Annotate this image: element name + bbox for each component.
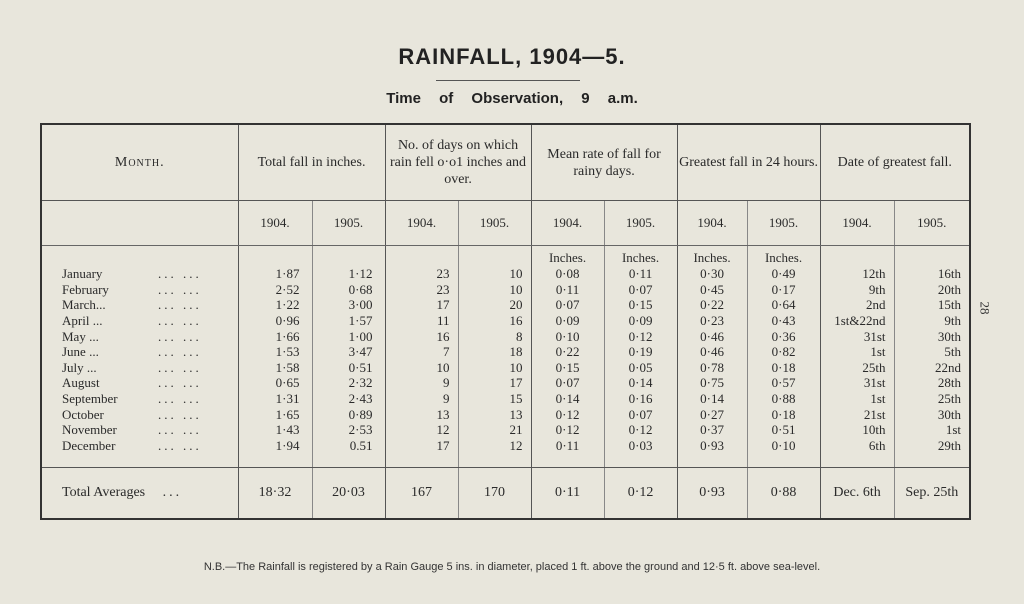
unit-label: Inches. <box>747 246 820 267</box>
table-cell: 17 <box>458 375 531 391</box>
table-cell: 28th <box>937 375 962 391</box>
table-row <box>41 266 970 282</box>
table-cell: 2·53 <box>312 422 385 438</box>
table-cell: 0·96 <box>238 313 312 329</box>
month-cell: June ... ... ... <box>41 344 238 360</box>
totals-cell: 167 <box>385 468 458 520</box>
table-cell: 0·64 <box>747 297 820 313</box>
table-cell: 22nd <box>935 359 962 375</box>
table-cell: 0·22 <box>677 297 747 313</box>
totals-cell: 18·32 <box>238 468 312 520</box>
table-cell: 0·16 <box>604 391 677 407</box>
year-cell: 1905. <box>747 201 820 246</box>
table-cell: 0·14 <box>604 375 677 391</box>
table-cell: 25th <box>937 391 962 407</box>
totals-cell: 0·11 <box>531 468 604 520</box>
table-cell: 0·17 <box>747 282 820 298</box>
month-cell: March... ... ... <box>41 297 238 313</box>
table-cell: 17 <box>385 438 458 454</box>
table-cell: 13 <box>458 406 531 422</box>
table-cell: 1st <box>945 422 962 438</box>
table-cell: 1·87 <box>238 266 312 282</box>
table-cell: 20th <box>937 281 962 297</box>
unit-label: Inches. <box>531 246 604 267</box>
year-row <box>41 201 970 246</box>
table-cell: 0·15 <box>531 360 604 376</box>
table-cell: 0·12 <box>604 422 677 438</box>
table-cell: 25th <box>820 360 894 376</box>
table-cell: 0·89 <box>312 406 385 422</box>
table-cell: 2·52 <box>238 282 312 298</box>
table-cell: 1·65 <box>238 406 312 422</box>
totals-cell: Dec. 6th <box>820 468 894 520</box>
table-cell: 0·57 <box>747 375 820 391</box>
table-cell: 23 <box>385 282 458 298</box>
table-cell: 0·07 <box>604 406 677 422</box>
year-cell: 1905. <box>312 201 385 246</box>
table-cell: 12 <box>458 438 531 454</box>
table-cell: 0·09 <box>531 313 604 329</box>
table-cell: 31st <box>820 375 894 391</box>
table-cell: 0·09 <box>604 313 677 329</box>
header-mean-rate: Mean rate of fall for rainy days. <box>531 124 677 201</box>
table-cell: 0·49 <box>747 266 820 282</box>
table-row <box>41 344 970 360</box>
table-cell: 7 <box>385 344 458 360</box>
table-cell: 0·88 <box>747 391 820 407</box>
table-cell: 6th <box>820 438 894 454</box>
table-cell: 3·00 <box>312 297 385 313</box>
table-cell: 11 <box>385 313 458 329</box>
table-cell: 0·36 <box>747 328 820 344</box>
table-cell: 1·12 <box>312 266 385 282</box>
table-cell: 10 <box>458 266 531 282</box>
month-cell: November ... ... <box>41 422 238 438</box>
table-row <box>41 422 970 438</box>
table-cell: 0·65 <box>238 375 312 391</box>
table-cell: 0·08 <box>531 266 604 282</box>
table-cell: 0·14 <box>677 391 747 407</box>
table-cell: 1st <box>820 344 894 360</box>
table-cell: 13 <box>385 406 458 422</box>
table-cell: 0·10 <box>531 328 604 344</box>
totals-cell: 0·12 <box>604 468 677 520</box>
table-cell: 1st&22nd <box>820 313 894 329</box>
table-row <box>41 360 970 376</box>
year-cell: 1905. <box>604 201 677 246</box>
table-cell: 0·18 <box>747 406 820 422</box>
table-cell: 10th <box>820 422 894 438</box>
table-cell: 0·12 <box>531 406 604 422</box>
table-cell: 0·11 <box>531 438 604 454</box>
totals-row <box>41 468 970 520</box>
month-cell: August ... ... <box>41 375 238 391</box>
year-cell-blank <box>41 201 238 246</box>
table-cell: 2·32 <box>312 375 385 391</box>
table-cell: 0·37 <box>677 422 747 438</box>
table-cell: 0·68 <box>312 282 385 298</box>
month-cell: February ... ... <box>41 282 238 298</box>
spacer-row <box>41 453 970 468</box>
table-cell: 0·22 <box>531 344 604 360</box>
table-cell: 0·27 <box>677 406 747 422</box>
table-row <box>41 391 970 407</box>
table-cell: 0·51 <box>747 422 820 438</box>
month-cell: January ... ... <box>41 266 238 282</box>
table-cell: 9 <box>385 391 458 407</box>
table-cell: 0·82 <box>747 344 820 360</box>
table-cell: 30th <box>937 406 962 422</box>
year-cell: 1904. <box>677 201 747 246</box>
table-cell: 1st <box>820 391 894 407</box>
table-cell: 9th <box>820 282 894 298</box>
table-cell: 0·11 <box>531 282 604 298</box>
table-cell: 21st <box>820 406 894 422</box>
page-subtitle: Time of Observation, 9 a.m. <box>386 90 638 107</box>
table-cell: 16 <box>385 328 458 344</box>
table-cell: 18 <box>458 344 531 360</box>
table-cell: 12 <box>385 422 458 438</box>
table-cell: 10 <box>385 360 458 376</box>
year-cell: 1905. <box>894 201 970 246</box>
table-cell: 0·12 <box>531 422 604 438</box>
table-cell: 2·43 <box>312 391 385 407</box>
month-cell: May ... ... ... <box>41 328 238 344</box>
table-cell: 1·43 <box>238 422 312 438</box>
month-cell: October ... ... <box>41 406 238 422</box>
header-date-greatest: Date of greatest fall. <box>820 124 970 201</box>
month-cell: December ... ... <box>41 438 238 454</box>
table-cell: 0·18 <box>747 360 820 376</box>
table-cell: 10 <box>458 360 531 376</box>
month-cell: July ... ... ... <box>41 360 238 376</box>
table-cell: 15th <box>937 297 962 313</box>
year-cell: 1904. <box>238 201 312 246</box>
rainfall-table <box>40 123 971 520</box>
table-cell: 0·30 <box>677 266 747 282</box>
unit-label: Inches. <box>677 246 747 267</box>
table-cell: 1·66 <box>238 328 312 344</box>
month-cell: April ... ... ... <box>41 313 238 329</box>
totals-cell: 170 <box>458 468 531 520</box>
table-cell: 0.51 <box>312 438 385 454</box>
table-cell: 15 <box>458 391 531 407</box>
footnote: N.B.—The Rainfall is registered by a Rain Gauge 5 ins. in diameter, placed 1 ft. above the ground and 12·5 ft. above sea-level. <box>203 561 821 573</box>
header-rain-days: No. of days on which rain fell o·o1 inches and over. <box>385 124 531 201</box>
table-cell: 29th <box>937 437 962 453</box>
table-cell: 3·47 <box>312 344 385 360</box>
header-greatest-fall: Greatest fall in 24 hours. <box>677 124 820 201</box>
month-cell: September ... ... <box>41 391 238 407</box>
table-cell: 0·14 <box>531 391 604 407</box>
table-cell: 0·75 <box>677 375 747 391</box>
table-cell: 31st <box>820 328 894 344</box>
table-row <box>41 313 970 329</box>
page-title: RAINFALL, 1904—5. <box>398 44 626 69</box>
totals-cell: 0·88 <box>747 468 820 520</box>
table-cell: 23 <box>385 266 458 282</box>
page-number: 28 <box>977 301 993 315</box>
table-row <box>41 328 970 344</box>
table-cell: 0·07 <box>531 375 604 391</box>
table-cell: 30th <box>937 328 962 344</box>
table-row <box>41 297 970 313</box>
table-cell: 9 <box>385 375 458 391</box>
totals-label: Total Averages ... <box>41 468 238 520</box>
table-cell: 0·05 <box>604 360 677 376</box>
table-cell: 1·22 <box>238 297 312 313</box>
table-cell: 8 <box>458 328 531 344</box>
table-cell: 2nd <box>820 297 894 313</box>
table-cell: 0·46 <box>677 344 747 360</box>
table-cell: 0·43 <box>747 313 820 329</box>
table-row <box>41 438 970 454</box>
table-cell: 0·07 <box>531 297 604 313</box>
totals-cell: 0·93 <box>677 468 747 520</box>
unit-label: Inches. <box>604 246 677 267</box>
table-cell: 0·03 <box>604 438 677 454</box>
year-cell: 1904. <box>385 201 458 246</box>
table-cell: 1·00 <box>312 328 385 344</box>
header-month: Month. <box>41 124 238 201</box>
table-cell: 21 <box>458 422 531 438</box>
table-cell: 1·94 <box>238 438 312 454</box>
year-cell: 1905. <box>458 201 531 246</box>
table-cell: 17 <box>385 297 458 313</box>
table-cell: 0·78 <box>677 360 747 376</box>
header-row <box>41 124 970 201</box>
table-cell: 10 <box>458 282 531 298</box>
table-cell: 12th <box>820 266 894 282</box>
table-cell: 16 <box>458 313 531 329</box>
table-cell: 16th <box>937 266 962 282</box>
units-row <box>41 246 970 267</box>
table-cell: 5th <box>944 344 962 360</box>
table-cell: 0·19 <box>604 344 677 360</box>
year-cell: 1904. <box>820 201 894 246</box>
table-cell: 1·31 <box>238 391 312 407</box>
table-row <box>41 406 970 422</box>
table-cell: 0·45 <box>677 282 747 298</box>
table-cell: 1·58 <box>238 360 312 376</box>
totals-cell: Sep. 25th <box>905 485 959 501</box>
header-total-fall: Total fall in inches. <box>238 124 385 201</box>
table-cell: 20 <box>458 297 531 313</box>
table-cell: 0·11 <box>604 266 677 282</box>
year-cell: 1904. <box>531 201 604 246</box>
table-cell: 1·53 <box>238 344 312 360</box>
totals-cell: 20·03 <box>312 468 385 520</box>
table-cell: 0·93 <box>677 438 747 454</box>
table-cell: 0·15 <box>604 297 677 313</box>
table-cell: 0·12 <box>604 328 677 344</box>
title-divider <box>436 80 580 81</box>
table-row <box>41 375 970 391</box>
table-cell: 0·46 <box>677 328 747 344</box>
table-cell: 0·51 <box>312 360 385 376</box>
table-cell: 0·07 <box>604 282 677 298</box>
table-cell: 1·57 <box>312 313 385 329</box>
table-cell: 0·23 <box>677 313 747 329</box>
table-row <box>41 282 970 298</box>
table-cell: 9th <box>944 313 962 329</box>
table-cell: 0·10 <box>747 438 820 454</box>
